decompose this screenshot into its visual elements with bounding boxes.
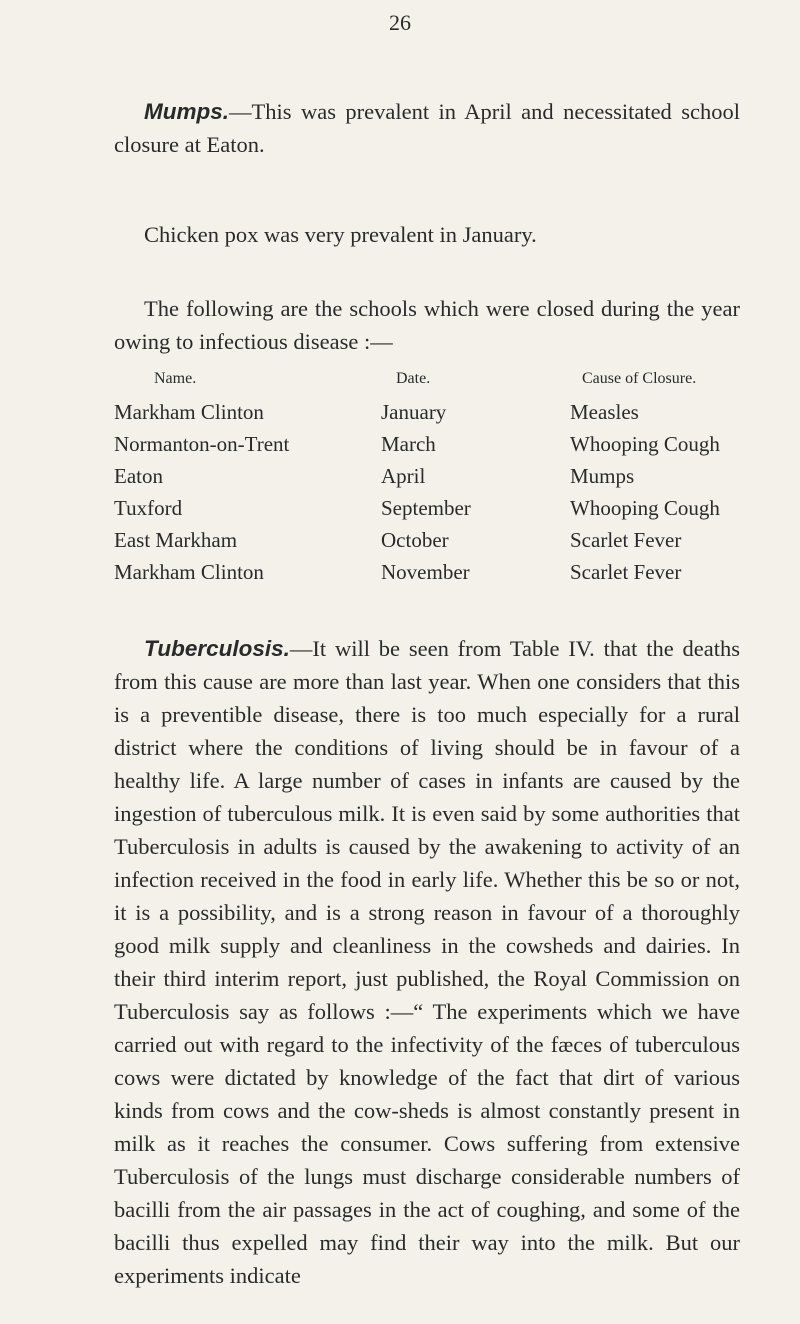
- table-row: [114, 528, 744, 560]
- header-name: Name.: [154, 370, 197, 387]
- row-date: October: [381, 528, 449, 552]
- row-cause: Scarlet Fever: [570, 528, 682, 552]
- header-date: Date.: [396, 370, 431, 387]
- table-row: [114, 432, 744, 464]
- school-closure-table: [114, 368, 744, 592]
- row-date: April: [381, 464, 426, 488]
- page-number: 26: [389, 10, 411, 35]
- mumps-paragraph: [114, 95, 740, 161]
- intro-paragraph: The following are the schools which were closed during the year owing to infectious disease :—: [114, 296, 740, 354]
- header-cause: Cause of Closure.: [582, 370, 697, 387]
- row-name: Markham Clinton: [114, 560, 264, 584]
- table-row: [114, 464, 744, 496]
- tuberculosis-paragraph: [114, 632, 740, 1292]
- table-row: [114, 496, 744, 528]
- row-name: Tuxford: [114, 496, 183, 520]
- table-row: [114, 400, 744, 432]
- row-cause: Whooping Cough: [570, 432, 720, 456]
- row-cause: Whooping Cough: [570, 496, 720, 520]
- row-cause: Measles: [570, 400, 639, 424]
- tuberculosis-text: —It will be seen from Table IV. that the deaths from this cause are more than last year. When one considers that this is a preventible disease, there is too much especially for a rural district where the conditions of living should be in favour of a healthy life. A large number of cases in infants are caused by the ingestion of tuberculous milk. It is even said by some authorities that Tuberculosis in adults is caused by the awakening to activity of an infection received in the food in early life. Whether this be so or not, it is a possibility, and is a strong reason in favour of a thoroughly good milk supply and cleanliness in the cowsheds and dairies. In their third interim report, just published, the Royal Commission on Tuberculosis say as follows :—“ The experiments which we have carried out with regard to the infectivity of the fæces of tuberculous cows were dictated by knowledge of the fact that dirt of various kinds from cows and the cow-sheds is almost constantly present in milk as it reaches the consumer. Cows suffering from extensive Tuberculosis of the lungs must discharge considerable numbers of bacilli from the air passages in the act of coughing, and some of the bacilli thus expelled may find their way into the milk. But our experiments indicate: [114, 636, 740, 1288]
- tuberculosis-heading: Tuberculosis.: [144, 636, 290, 661]
- table-header-row: [114, 368, 744, 400]
- row-date: January: [381, 400, 447, 424]
- row-name: Normanton-on-Trent: [114, 432, 290, 456]
- row-cause: Scarlet Fever: [570, 560, 682, 584]
- row-name: Markham Clinton: [114, 400, 264, 424]
- mumps-heading: Mumps.: [144, 99, 230, 124]
- table-row: [114, 560, 744, 592]
- row-date: November: [381, 560, 470, 584]
- chicken-pox-paragraph: Chicken pox was very prevalent in January.: [144, 222, 537, 247]
- row-date: September: [381, 496, 471, 520]
- mumps-text: —This was prevalent in April and necessitated school closure at Eaton.: [114, 99, 740, 157]
- row-name: East Markham: [114, 528, 238, 552]
- row-date: March: [381, 432, 436, 456]
- row-cause: Mumps: [570, 464, 635, 488]
- row-name: Eaton: [114, 464, 163, 488]
